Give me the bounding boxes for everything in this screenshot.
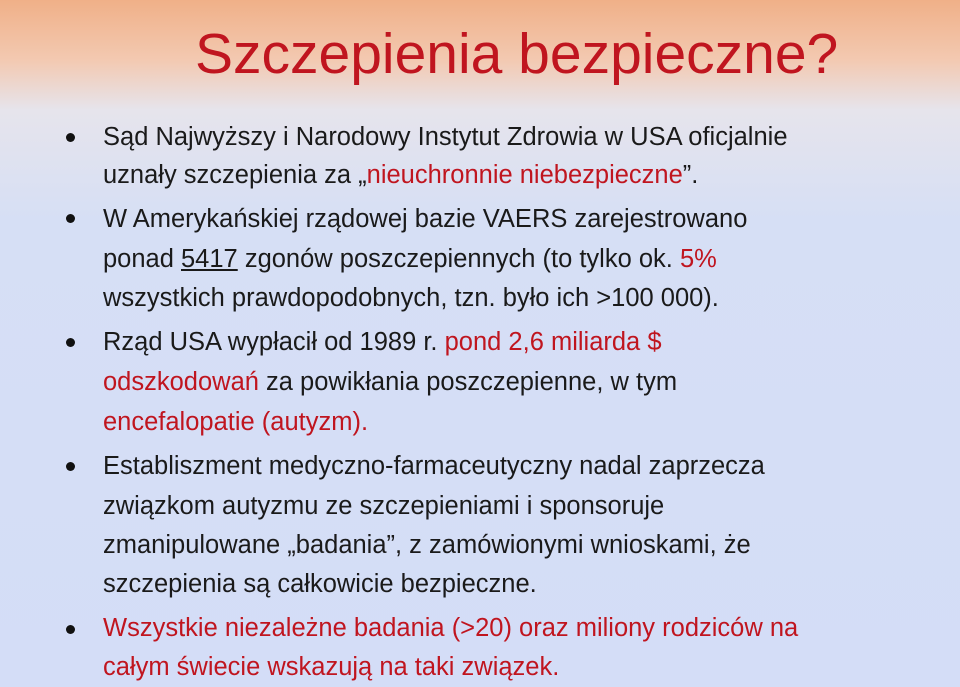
bullet-marker — [66, 133, 75, 142]
bullet-5-line-2 — [103, 652, 559, 683]
bullet-3-line-3 — [103, 407, 368, 438]
bullet-1-line-2 — [103, 160, 698, 191]
highlight-text: (>20) oraz miliony rodziców na — [444, 614, 799, 642]
bullet-5-line-1 — [103, 613, 798, 644]
underlined-number: 5417 — [181, 245, 238, 273]
text: wszystkich prawdopodobnych, tzn. było ich >100 000). — [103, 284, 719, 312]
text: Establiszment medyczno-farmaceutyczny nadal zaprzecza — [103, 452, 765, 480]
text: związkom autyzmu ze szczepieniami i sponsoruje — [103, 492, 665, 520]
text: szczepienia są całkowicie bezpieczne. — [103, 570, 537, 598]
text: ponad — [103, 245, 181, 273]
bullet-marker — [66, 214, 75, 223]
bullet-4-line-1 — [103, 451, 765, 482]
bullet-3-line-2 — [103, 367, 677, 398]
text: zgonów poszczepiennych (to tylko ok. — [237, 245, 680, 273]
text: W Amerykańskiej rządowej bazie VAERS zarejestrowano — [103, 205, 748, 233]
text: Sąd Najwyższy i Narodowy Instytut Zdrowia w USA oficjalnie — [103, 123, 788, 151]
bullet-marker — [66, 625, 75, 634]
bullet-4-line-2 — [103, 491, 664, 522]
text: Rząd USA wypłacił od 1989 r. — [103, 328, 445, 356]
bullet-2-line-3 — [103, 283, 719, 314]
highlight-text: Wszystkie niezależne badania — [103, 614, 445, 642]
bullet-2-line-2 — [103, 244, 717, 275]
bullet-marker — [66, 338, 75, 347]
highlight-text: odszkodowań — [103, 368, 259, 396]
bullet-3-line-1 — [103, 327, 662, 358]
text: ”. — [682, 161, 699, 189]
bullet-4-line-4 — [103, 569, 537, 600]
highlight-text: 5% — [679, 245, 717, 273]
highlight-text: pond 2,6 miliarda $ — [444, 328, 662, 356]
bullet-marker — [66, 462, 75, 471]
slide-title: Szczepienia bezpieczne? — [195, 22, 839, 86]
bullet-2-line-1 — [103, 204, 747, 235]
highlight-text: encefalopatie (autyzm). — [103, 408, 369, 436]
highlight-text: całym świecie wskazują na taki związek. — [103, 653, 560, 681]
text: zmanipulowane „badania”, z zamówionymi wnioskami, że — [103, 531, 751, 559]
bullet-4-line-3 — [103, 530, 751, 561]
highlight-text: nieuchronnie niebezpieczne — [366, 161, 683, 189]
text: za powikłania poszczepienne, w tym — [258, 368, 678, 396]
bullet-1-line-1 — [103, 122, 788, 153]
text: uznały szczepienia za „ — [103, 161, 367, 189]
